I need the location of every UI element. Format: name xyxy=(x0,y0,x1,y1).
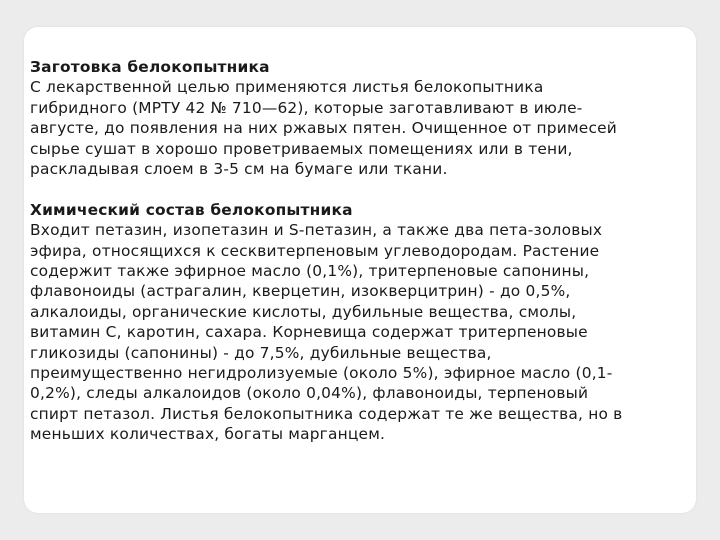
section-chemical-composition xyxy=(30,200,680,445)
text-line: содержит также эфирное масло (0,1%), тритерпеновые сапонины, xyxy=(30,262,590,281)
section-heading: Заготовка белокопытника xyxy=(30,58,270,76)
section-harvesting xyxy=(30,57,680,179)
text-line: сырье сушат в хорошо проветриваемых помещениях или в тени, xyxy=(30,139,573,158)
text-line: Входит петазин, изопетазин и S-петазин, а также два пета-золовых xyxy=(30,221,603,240)
text-line: раскладывая слоем в 3-5 см на бумаге или ткани. xyxy=(30,160,448,179)
text-line: алкалоиды, органические кислоты, дубильные вещества, смолы, xyxy=(30,302,577,321)
text-line: С лекарственной целью применяются листья белокопытника xyxy=(30,78,544,97)
text-line: августе, до появления на них ржавых пятен. Очищенное от примесей xyxy=(30,119,617,138)
text-line: гибридного (МРТУ 42 № 710—62), которые заготавливают в июле- xyxy=(30,98,583,117)
text-line: эфира, относящихся к сесквитерпеновым углеводородам. Растение xyxy=(30,241,600,260)
text-line: 0,2%), следы алкалоидов (около 0,04%), флавоноиды, терпеновый xyxy=(30,384,589,403)
text-line: преимущественно негидролизуемые (около 5%), эфирное масло (0,1- xyxy=(30,364,613,383)
slide-text xyxy=(30,57,680,445)
text-line: спирт петазол. Листья белокопытника содержат те же вещества, но в xyxy=(30,404,623,423)
text-line: меньших количествах, богаты марганцем. xyxy=(30,425,386,444)
text-line: флавоноиды (астрагалин, кверцетин, изокверцитрин) - до 0,5%, xyxy=(30,282,571,301)
text-line: витамин С, каротин, сахара. Корневища содержат тритерпеновые xyxy=(30,323,588,342)
text-line: гликозиды (сапонины) - до 7,5%, дубильные вещества, xyxy=(30,343,492,362)
section-heading: Химический состав белокопытника xyxy=(30,200,353,219)
